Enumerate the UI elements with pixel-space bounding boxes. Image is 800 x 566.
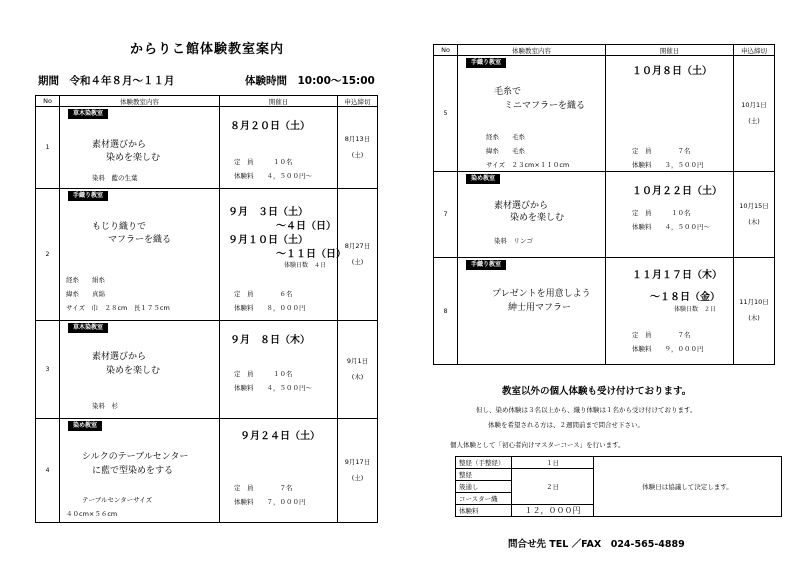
row-number: 4: [36, 419, 60, 523]
class-title-line2: 染めを楽しむ: [106, 153, 161, 163]
class-tag: 染め教室: [68, 421, 102, 431]
class-date: １１月１７日（木）: [632, 270, 722, 281]
header-no: No: [434, 45, 458, 56]
class-date: ～１１日（日）: [276, 249, 346, 260]
capacity: 定 員 ７名: [632, 147, 691, 155]
deadline-date: 11月10日: [739, 298, 769, 307]
class-days: 体験日数 ２日: [674, 306, 717, 313]
deadline-day: (木): [748, 217, 760, 226]
table-row: [434, 258, 775, 365]
row-number: 1: [36, 107, 60, 189]
capacity: 定 員 １０名: [234, 158, 293, 166]
header-no: No: [36, 96, 60, 107]
header-deadline: 申込締切: [338, 96, 378, 107]
class-tag: 草木染教室: [68, 323, 108, 333]
row-number: 8: [434, 258, 458, 365]
header-deadline: 申込締切: [734, 45, 775, 56]
deadline-day: (木): [351, 372, 364, 381]
class-title-line1: 素材選びから: [92, 140, 147, 150]
master-course-table: [455, 456, 782, 517]
class-title-line1: 素材選びから: [92, 352, 147, 362]
table-row: [434, 56, 775, 172]
deadline-day: (土): [351, 257, 364, 266]
class-detail: 染料 杉: [92, 402, 118, 410]
class-date: １０月２２日（土）: [632, 186, 722, 197]
class-title-line2: に藍で型染めをする: [92, 466, 174, 476]
fee-cell: 整経（手整経）: [456, 457, 512, 469]
table-row: [36, 419, 378, 523]
notice-heading: 教室以外の個人体験も受け付けております。: [502, 386, 692, 397]
row-number: 5: [434, 56, 458, 172]
row-number: 7: [434, 172, 458, 258]
table-row: [434, 172, 775, 258]
deadline-date: 8月27日: [344, 241, 371, 250]
capacity: 定 員 １０名: [234, 370, 293, 378]
class-title-line1: 毛糸で: [494, 87, 522, 97]
capacity: 定 員 ７名: [234, 484, 293, 492]
deadline-day: (土): [351, 150, 364, 159]
fee: 体験料 ４，５００円～: [632, 223, 710, 231]
fee-note: 体験日は協議して決定します。: [594, 457, 782, 517]
class-title-line2: マフラーを織る: [108, 235, 172, 245]
class-title-line1: プレゼントを用意しよう: [492, 289, 591, 299]
fee-label: 体験料: [456, 505, 512, 517]
class-detail: サイズ 巾 ２８cm 長１７５cm: [66, 304, 170, 312]
class-date: ９月１０日（土）: [228, 235, 308, 246]
deadline-date: 9月1日: [346, 356, 369, 365]
class-detail: 染料 藍の生葉: [92, 174, 138, 182]
row-number: 2: [36, 189, 60, 321]
notice-line: 個人体験として「初心者向けマスターコース」を行います。: [450, 441, 625, 449]
class-tag: 手織り教室: [466, 260, 506, 270]
class-date: １０月８日（土）: [632, 66, 712, 77]
capacity: 定 員 １０名: [632, 209, 691, 217]
fee: 体験料 ８，０００円: [234, 304, 306, 312]
class-tag: 手織り教室: [466, 58, 506, 68]
fee-value: １２，０００円: [512, 505, 594, 517]
deadline-day: (土): [351, 473, 364, 482]
fee: 体験料 ９，０００円: [632, 345, 704, 353]
class-tag: 草木染教室: [68, 109, 108, 119]
class-days: 体験日数 ４日: [284, 262, 327, 269]
deadline-day: (土): [748, 116, 760, 125]
notice-line: 但し、染め体験は３名以上から、織り体験は１名から受け付けております。: [476, 406, 697, 414]
fee: 体験料 ３，５００円: [632, 161, 704, 169]
class-tag: 手織り教室: [68, 191, 108, 201]
class-detail: サイズ ２３cm×１１０cm: [486, 161, 570, 169]
class-detail: テーブルセンターサイズ: [82, 496, 153, 504]
class-title-line1: もじり織りで: [92, 222, 147, 232]
fee-cell: １日: [512, 457, 594, 469]
capacity: 定 員 ６名: [234, 290, 293, 298]
class-date: ９月 ８日（木）: [230, 335, 310, 346]
deadline-date: 9月17日: [344, 457, 371, 466]
class-date: ８月２０日（土）: [230, 121, 310, 132]
contact-info: 問合せ先 TEL ／FAX 024-565-4889: [508, 539, 685, 550]
class-title-line1: 素材選びから: [494, 201, 549, 211]
class-date: ～１８日（金）: [650, 292, 720, 303]
class-title-line2: 染めを楽しむ: [106, 366, 161, 376]
page-title: からりこ館体験教室案内: [130, 42, 285, 57]
class-detail: 染料 リンゴ: [494, 237, 533, 245]
class-date: ～４日（日）: [276, 221, 336, 232]
deadline-date: 8月13日: [344, 134, 371, 143]
class-detail: ４０cm×５６cm: [66, 510, 118, 518]
table-row: [36, 107, 378, 189]
class-title-line2: ミニマフラーを織る: [504, 101, 586, 111]
header-date: 開催日: [220, 96, 338, 107]
capacity: 定 員 ７名: [632, 331, 691, 339]
fee: 体験料 ４，５００円～: [234, 384, 312, 392]
header-content: 体験教室内容: [60, 96, 220, 107]
fee-cell: ２日: [512, 469, 594, 505]
class-title-line1: シルクのテーブルセンター: [82, 452, 189, 462]
class-title-line2: 染めを楽しむ: [510, 213, 565, 223]
table-row: [36, 321, 378, 419]
left-schedule-table: [35, 95, 378, 523]
header-date: 開催日: [606, 45, 734, 56]
header-content: 体験教室内容: [458, 45, 606, 56]
class-detail: 緯糸 真綿: [66, 290, 105, 298]
notice-line: 体験を希望される方は、２週間前まで問合せ下さい。: [488, 421, 644, 429]
deadline-date: 10月15日: [739, 201, 769, 210]
fee: 体験料 ４，５００円～: [234, 172, 312, 180]
row-number: 3: [36, 321, 60, 419]
fee: 体験料 ７，０００円: [234, 498, 306, 506]
period-text: 期間 令和４年８月～１１月: [38, 75, 175, 87]
class-title-line2: 紳士用マフラー: [508, 303, 572, 313]
fee-cell: 整経: [456, 469, 512, 481]
table-row: [36, 189, 378, 321]
hours-text: 体験時間 10:00～15:00: [245, 75, 375, 87]
fee-cell: コースター織: [456, 493, 512, 505]
class-detail: 経糸 絹糸: [66, 276, 105, 284]
deadline-day: (木): [748, 314, 760, 322]
right-schedule-table: [433, 44, 775, 365]
deadline-date: 10月1日: [741, 100, 767, 109]
class-tag: 染め教室: [466, 174, 500, 184]
class-date: ９月 ３日（土）: [228, 207, 308, 218]
class-date: ９月２４日（土）: [240, 431, 320, 442]
fee-cell: 筬通し: [456, 481, 512, 493]
class-detail: 経糸 毛糸: [486, 133, 525, 141]
class-detail: 緯糸 毛糸: [486, 147, 525, 155]
